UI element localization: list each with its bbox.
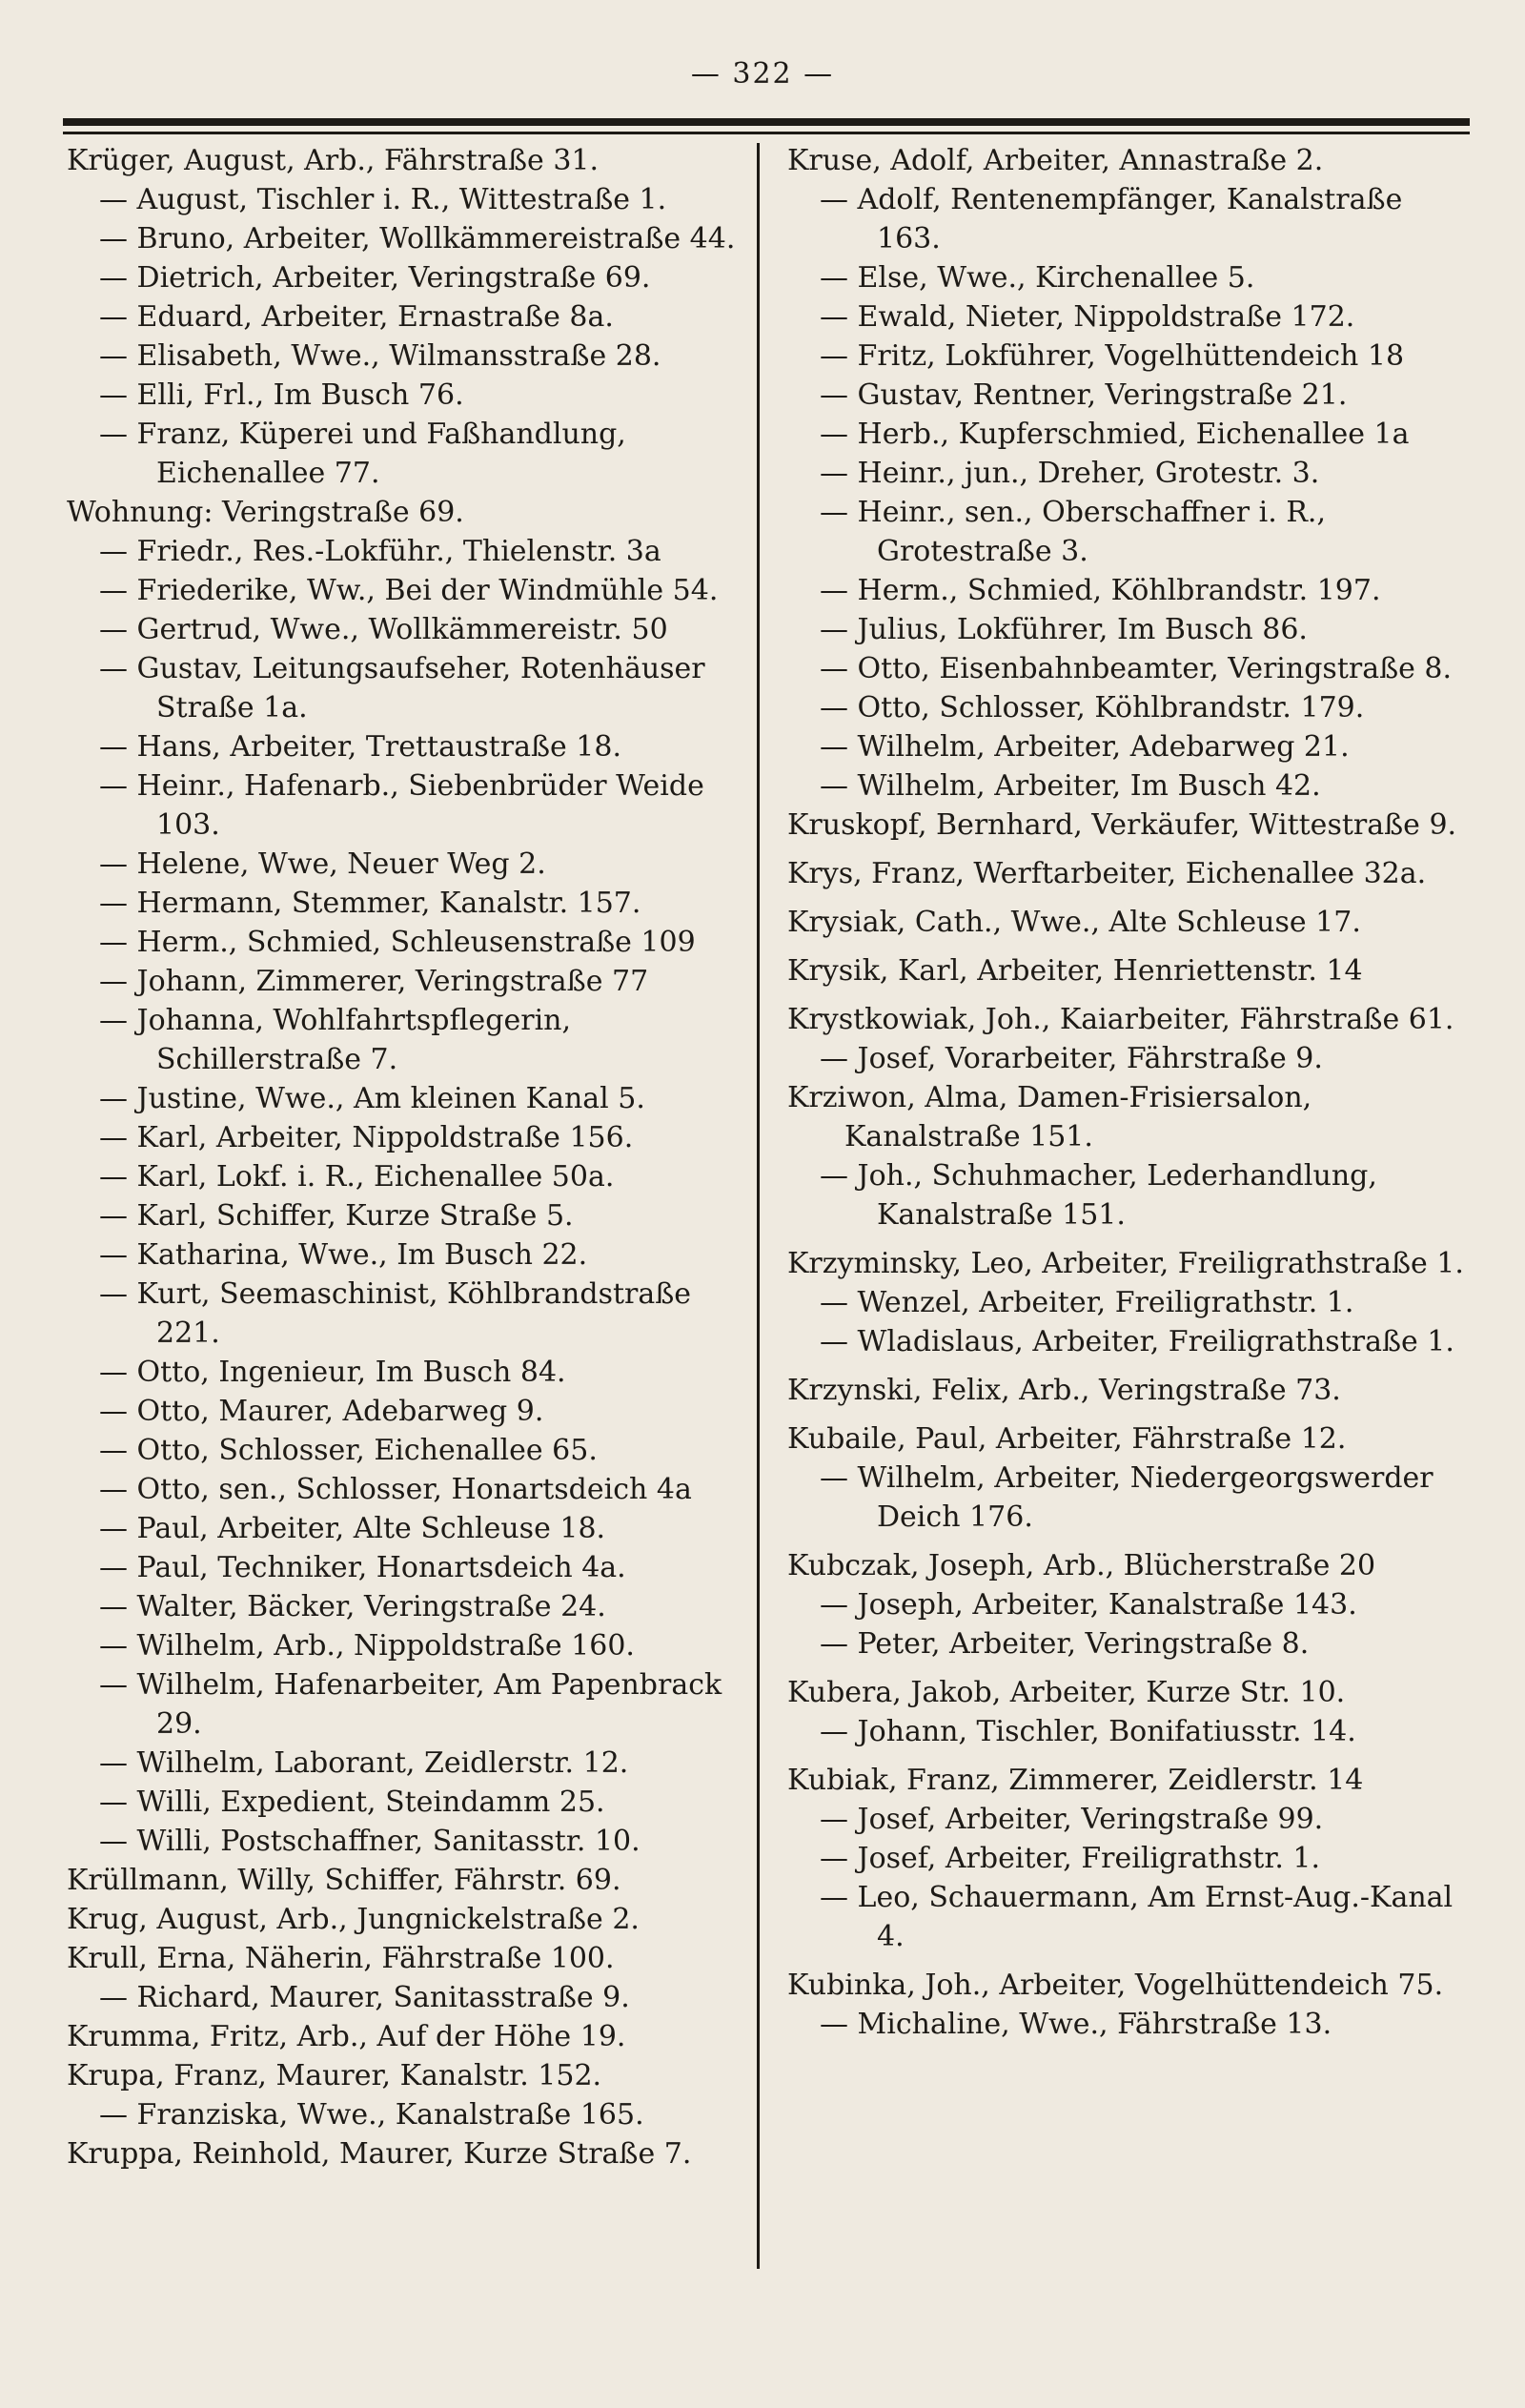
directory-entry-head: Krziwon, Alma, Damen-Frisiersalon, Kanalstraße 151. <box>787 1081 1312 1153</box>
directory-entry-head: Krug, August, Arb., Jungnickelstraße 2. <box>67 1903 640 1936</box>
directory-entry: — Johann, Zimmerer, Veringstraße 77 <box>99 965 649 998</box>
directory-entry: — Hermann, Stemmer, Kanalstr. 157. <box>99 887 641 920</box>
directory-entry: — Herm., Schmied, Köhlbrandstr. 197. <box>820 574 1381 607</box>
directory-entry: — Wladislaus, Arbeiter, Freiligrathstraße 1. <box>820 1325 1454 1358</box>
directory-entry: — Friedr., Res.-Lokführ., Thielenstr. 3a <box>99 535 661 568</box>
directory-entry: — Wenzel, Arbeiter, Freiligrathstr. 1. <box>820 1286 1354 1319</box>
column-divider <box>757 143 760 2269</box>
directory-entry: — Heinr., sen., Oberschaffner i. R., Grotestraße 3. <box>820 496 1326 568</box>
directory-entry: — Paul, Techniker, Honartsdeich 4a. <box>99 1551 626 1584</box>
directory-entry: — Richard, Maurer, Sanitasstraße 9. <box>99 1981 630 2014</box>
directory-entry: — Otto, Schlosser, Köhlbrandstr. 179. <box>820 691 1365 724</box>
directory-entry: — Wilhelm, Arb., Nippoldstraße 160. <box>99 1629 635 1663</box>
directory-entry: — Wilhelm, Arbeiter, Niedergeorgswerder Deich 176. <box>820 1461 1434 1534</box>
directory-entry: — Otto, Maurer, Adebarweg 9. <box>99 1395 544 1428</box>
directory-entry: — Wilhelm, Hafenarbeiter, Am Papenbrack 29. <box>99 1668 722 1741</box>
directory-entry: — Michaline, Wwe., Fährstraße 13. <box>820 2008 1332 2041</box>
directory-entry: — Herb., Kupferschmied, Eichenallee 1a <box>820 418 1410 451</box>
directory-entry-head: Krüllmann, Willy, Schiffer, Fährstr. 69. <box>67 1864 621 1897</box>
directory-entry: — Leo, Schauermann, Am Ernst-Aug.-Kanal 4. <box>820 1881 1454 1953</box>
directory-entry: — Paul, Arbeiter, Alte Schleuse 18. <box>99 1512 606 1545</box>
directory-entry: — Elisabeth, Wwe., Wilmansstraße 28. <box>99 339 661 373</box>
directory-entry: — Peter, Arbeiter, Veringstraße 8. <box>820 1627 1310 1661</box>
directory-entry: — Ewald, Nieter, Nippoldstraße 172. <box>820 300 1355 334</box>
directory-entry: — Johanna, Wohlfahrtspflegerin, Schillerstraße 7. <box>99 1004 572 1076</box>
directory-entry: — Franz, Küperei und Faßhandlung, Eichenallee 77. <box>99 418 626 490</box>
directory-entry: — Friederike, Ww., Bei der Windmühle 54. <box>99 574 719 607</box>
directory-entry-head: Kubaile, Paul, Arbeiter, Fährstraße 12. <box>787 1422 1347 1456</box>
directory-entry-head: Kubiak, Franz, Zimmerer, Zeidlerstr. 14 <box>787 1764 1364 1797</box>
directory-entry-head: Kruppa, Reinhold, Maurer, Kurze Straße 7. <box>67 2137 692 2171</box>
directory-entry: — Else, Wwe., Kirchenallee 5. <box>820 261 1255 295</box>
directory-entry: — Hans, Arbeiter, Trettaustraße 18. <box>99 730 621 764</box>
directory-entry: — Otto, Schlosser, Eichenallee 65. <box>99 1434 598 1467</box>
directory-entry: — Helene, Wwe, Neuer Weg 2. <box>99 847 546 881</box>
directory-entry: — Gertrud, Wwe., Wollkämmereistr. 50 <box>99 613 668 646</box>
directory-entry: — Willi, Postschaffner, Sanitasstr. 10. <box>99 1825 640 1858</box>
directory-entry-head: Krysiak, Cath., Wwe., Alte Schleuse 17. <box>787 906 1361 939</box>
directory-entry-head: Krzynski, Felix, Arb., Veringstraße 73. <box>787 1374 1341 1407</box>
directory-entry-note: Wohnung: Veringstraße 69. <box>67 496 464 529</box>
directory-entry: — Karl, Lokf. i. R., Eichenallee 50a. <box>99 1160 615 1194</box>
directory-entry-head: Krumma, Fritz, Arb., Auf der Höhe 19. <box>67 2020 626 2053</box>
directory-entry: — Josef, Vorarbeiter, Fährstraße 9. <box>820 1042 1323 1075</box>
directory-entry: — Wilhelm, Laborant, Zeidlerstr. 12. <box>99 1746 629 1780</box>
directory-entry: — Karl, Schiffer, Kurze Straße 5. <box>99 1199 574 1233</box>
directory-entry: — Gustav, Rentner, Veringstraße 21. <box>820 378 1348 412</box>
header-rule-thick <box>63 118 1470 126</box>
left-column <box>67 141 743 2351</box>
directory-entry-head: Kruse, Adolf, Arbeiter, Annastraße 2. <box>787 144 1324 177</box>
directory-entry: — Wilhelm, Arbeiter, Im Busch 42. <box>820 769 1321 803</box>
directory-entry-head: Krull, Erna, Näherin, Fährstraße 100. <box>67 1942 615 1975</box>
directory-entry: — Julius, Lokführer, Im Busch 86. <box>820 613 1308 646</box>
directory-entry: — Josef, Arbeiter, Freiligrathstr. 1. <box>820 1842 1321 1875</box>
page-number: — 322 — <box>690 57 835 91</box>
directory-entry: — Karl, Arbeiter, Nippoldstraße 156. <box>99 1121 634 1154</box>
directory-entry: — Dietrich, Arbeiter, Veringstraße 69. <box>99 261 651 295</box>
directory-entry: — Kurt, Seemaschinist, Köhlbrandstraße 221. <box>99 1277 692 1350</box>
directory-entry-head: Krys, Franz, Werftarbeiter, Eichenallee 32a. <box>787 857 1427 890</box>
directory-entry: — Otto, Ingenieur, Im Busch 84. <box>99 1356 566 1389</box>
directory-entry-head: Kubinka, Joh., Arbeiter, Vogelhüttendeich 75. <box>787 1969 1444 2002</box>
directory-entry-head: Kubera, Jakob, Arbeiter, Kurze Str. 10. <box>787 1676 1346 1709</box>
directory-entry: — Heinr., Hafenarb., Siebenbrüder Weide 103. <box>99 769 704 842</box>
directory-entry: — Katharina, Wwe., Im Busch 22. <box>99 1238 588 1272</box>
directory-entry-head: Kruskopf, Bernhard, Verkäufer, Wittestraße 9. <box>787 808 1457 842</box>
directory-entry: — Heinr., jun., Dreher, Grotestr. 3. <box>820 457 1320 490</box>
directory-entry: — Eduard, Arbeiter, Ernastraße 8a. <box>99 300 614 334</box>
directory-entry-head: Kubczak, Joseph, Arb., Blücherstraße 20 <box>787 1549 1376 1582</box>
directory-entry: — August, Tischler i. R., Wittestraße 1. <box>99 183 667 216</box>
directory-entry: — Joh., Schuhmacher, Lederhandlung, Kanalstraße 151. <box>820 1159 1377 1232</box>
directory-entry: — Bruno, Arbeiter, Wollkämmereistraße 44. <box>99 222 736 255</box>
directory-entry: — Fritz, Lokführer, Vogelhüttendeich 18 <box>820 339 1405 373</box>
directory-entry: — Franziska, Wwe., Kanalstraße 165. <box>99 2098 644 2132</box>
right-column <box>787 141 1470 2351</box>
directory-entry-head: Krysik, Karl, Arbeiter, Henriettenstr. 14 <box>787 954 1363 988</box>
directory-entry: — Willi, Expedient, Steindamm 25. <box>99 1786 605 1819</box>
directory-entry: — Herm., Schmied, Schleusenstraße 109 <box>99 926 696 959</box>
directory-entry: — Gustav, Leitungsaufseher, Rotenhäuser Straße 1a. <box>99 652 705 724</box>
directory-entry: — Otto, sen., Schlosser, Honartsdeich 4a <box>99 1473 692 1506</box>
directory-entry: — Johann, Tischler, Bonifatiusstr. 14. <box>820 1715 1356 1748</box>
directory-entry: — Wilhelm, Arbeiter, Adebarweg 21. <box>820 730 1350 764</box>
directory-entry-head: Krzyminsky, Leo, Arbeiter, Freiligrathstraße 1. <box>787 1247 1464 1280</box>
directory-entry: — Walter, Bäcker, Veringstraße 24. <box>99 1590 606 1623</box>
directory-entry: — Elli, Frl., Im Busch 76. <box>99 378 464 412</box>
directory-entry: — Joseph, Arbeiter, Kanalstraße 143. <box>820 1588 1357 1622</box>
directory-entry: — Josef, Arbeiter, Veringstraße 99. <box>820 1803 1324 1836</box>
directory-entry-head: Krystkowiak, Joh., Kaiarbeiter, Fährstraße 61. <box>787 1003 1454 1036</box>
directory-entry: — Adolf, Rentenempfänger, Kanalstraße 163. <box>820 183 1403 255</box>
directory-entry: — Justine, Wwe., Am kleinen Kanal 5. <box>99 1082 645 1115</box>
directory-entry-head: Krüger, August, Arb., Fährstraße 31. <box>67 144 600 177</box>
directory-entry-head: Krupa, Franz, Maurer, Kanalstr. 152. <box>67 2059 602 2092</box>
directory-entry: — Otto, Eisenbahnbeamter, Veringstraße 8. <box>820 652 1453 685</box>
header-rule-thin <box>63 132 1470 134</box>
